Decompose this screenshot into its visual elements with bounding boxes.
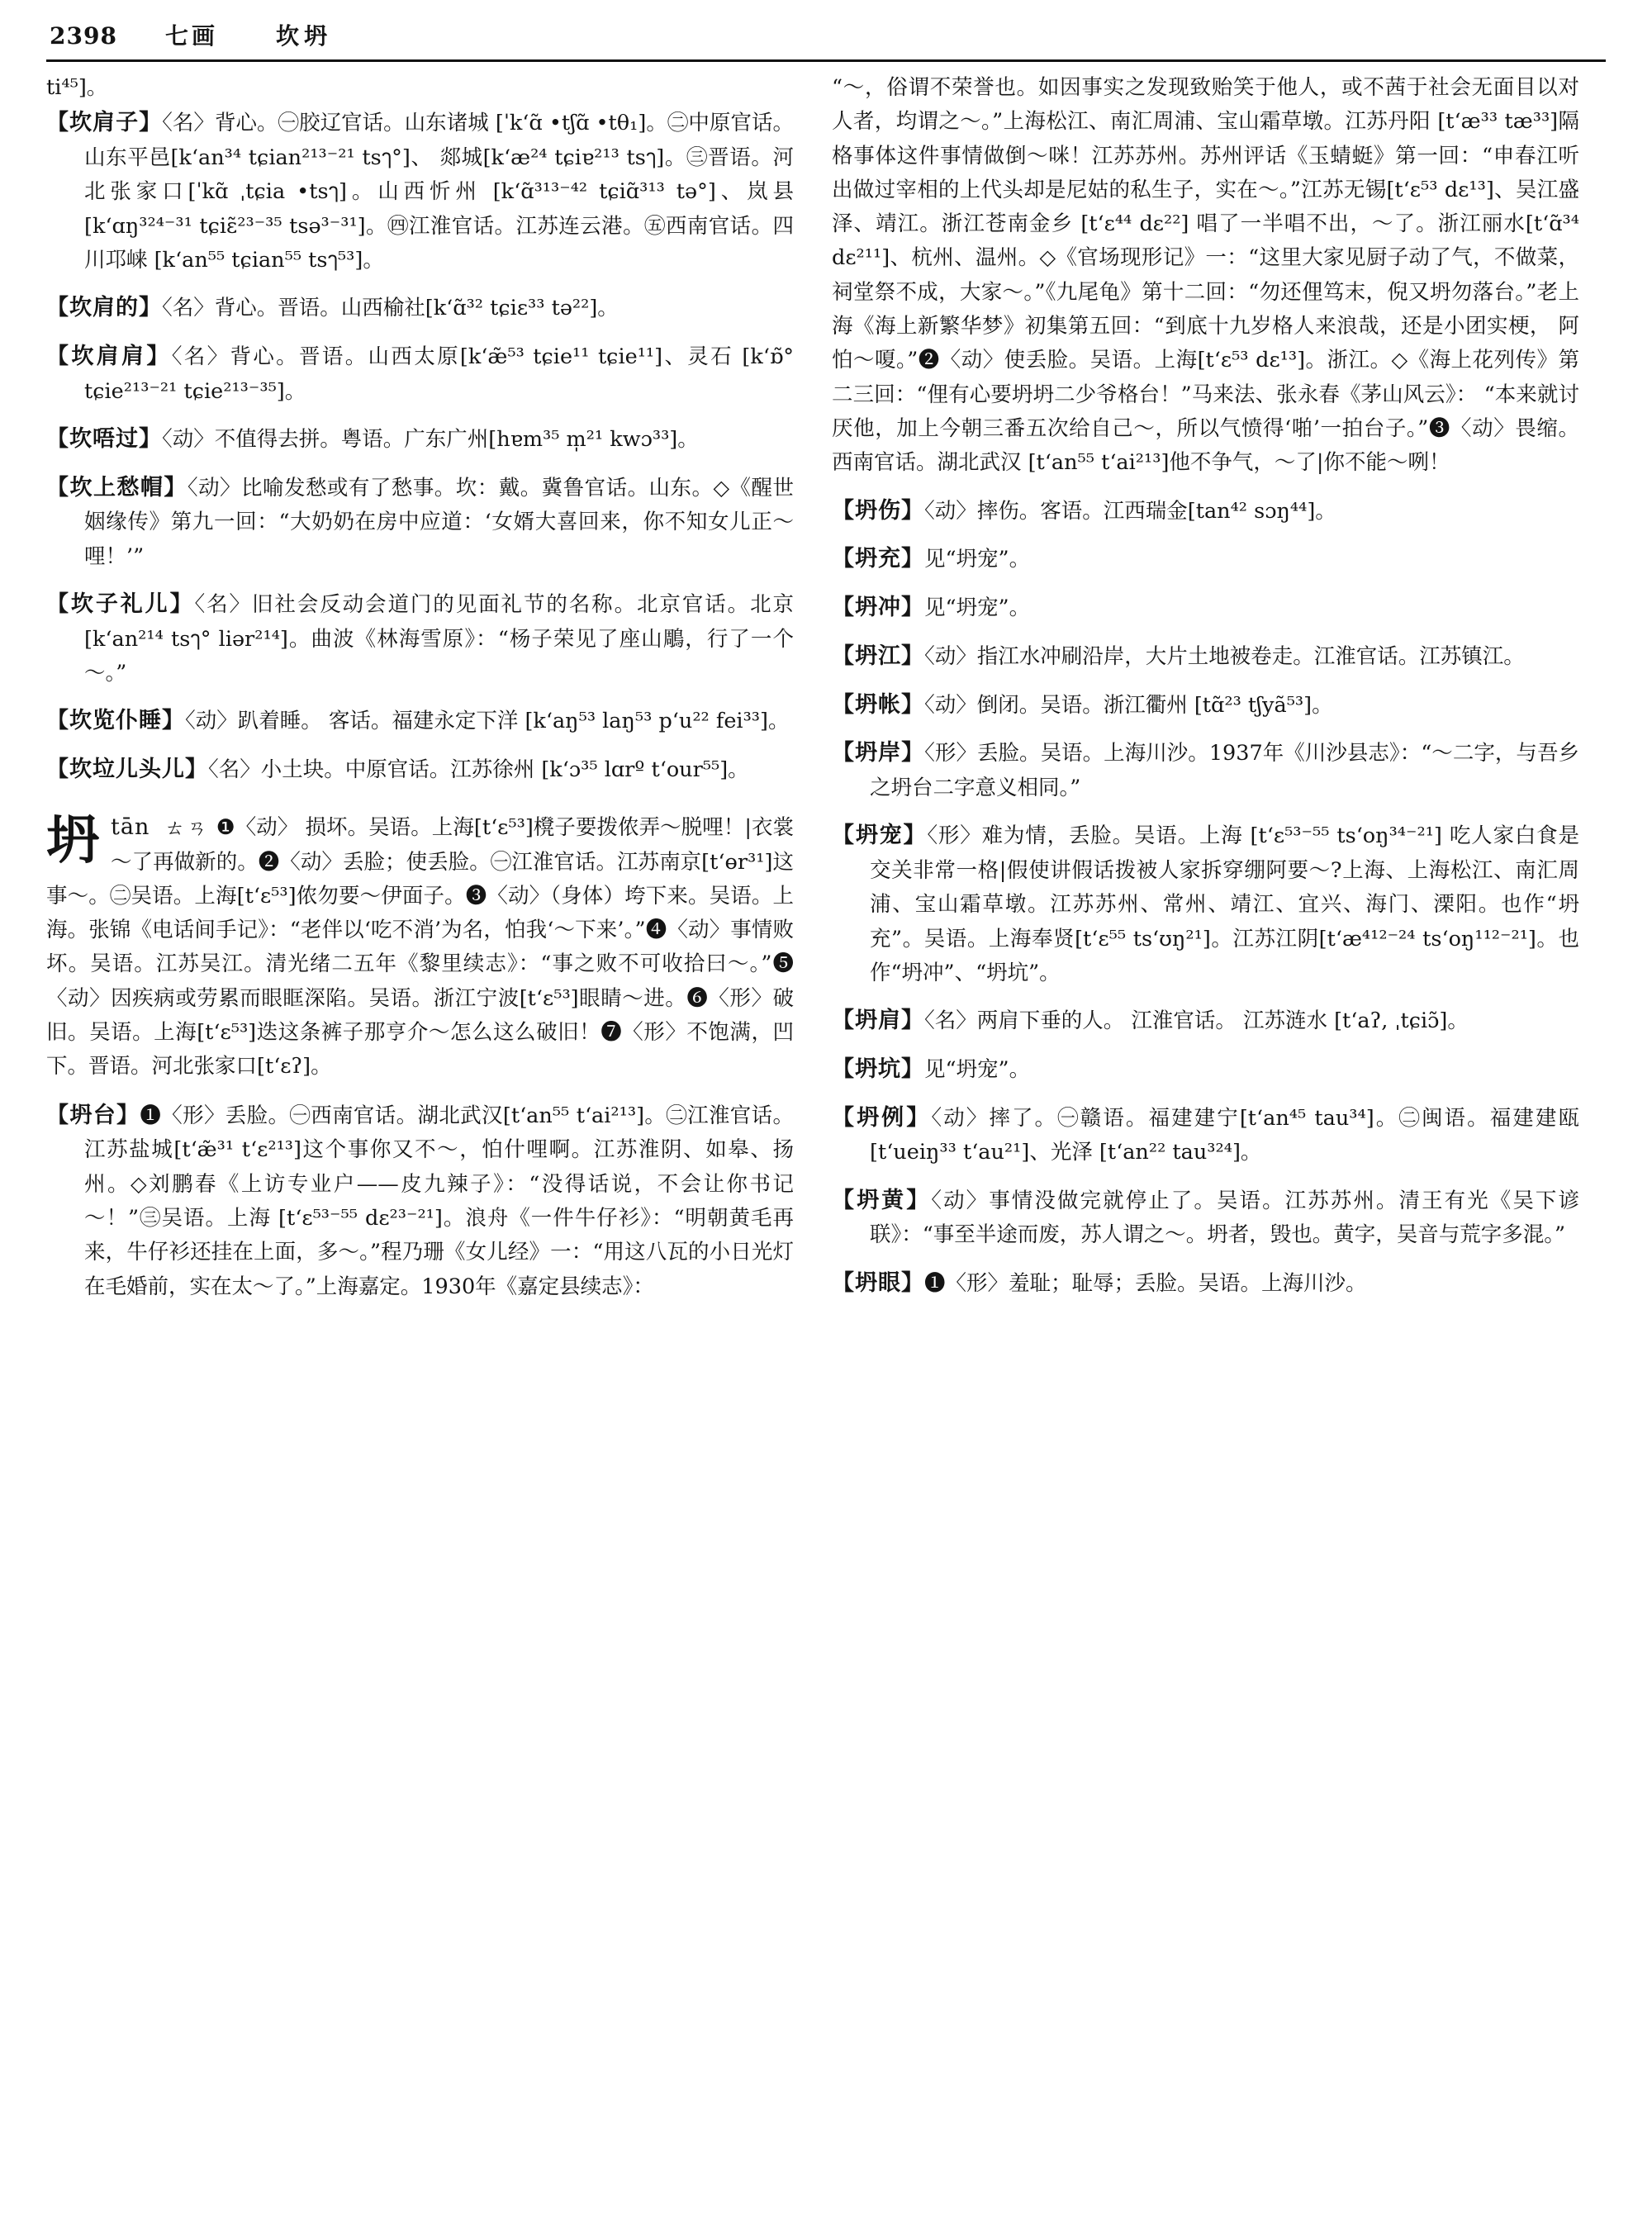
entry-headword: 【坍黄】 <box>832 1187 932 1213</box>
entry-headword: 【坍充】 <box>832 546 924 572</box>
entry-headword: 【坍帐】 <box>832 691 924 718</box>
entry-headword: 【坍坑】 <box>832 1056 924 1082</box>
sense-marker: ❸ <box>465 883 487 909</box>
dictionary-entry <box>46 470 794 574</box>
entry-body: 〈动〉倒闭。吴语。浙江衢州 [tɑ̃²³ tʃyã⁵³]。 <box>924 692 1333 718</box>
entry-body: 〈动〉指江水冲刷沿岸，大片土地被卷走。江淮官话。江苏镇江。 <box>924 643 1525 669</box>
sense-text: 〈动〉丢脸；使丢脸。㊀江淮官话。江苏南京[tʻɵr³¹]这事～。㊁吴语。上海[tʻɛ⁵³]侬勿要～伊面子。 <box>46 849 794 909</box>
entry-body: 见“坍宠”。 <box>924 1056 1031 1082</box>
entry-headword: 【坍岸】 <box>832 740 925 766</box>
entry-body: 见“坍宠”。 <box>924 595 1031 621</box>
page-number: 2398 <box>50 22 117 50</box>
dictionary-entry <box>832 687 1579 724</box>
carryover-text: ti⁴⁵]。 <box>46 75 108 100</box>
entry-body: ❶〈形〉丢脸。㊀西南官话。湖北武汉[tʻan⁵⁵ tʻai²¹³]。㊁江淮官话。江苏盐城[tʻæ̃³¹ tʻɛ²¹³]这个事你又不～，怕什哩啊。江苏淮阴、如皋、扬州。◇刘鹏春《上访专业户——皮九辣子》：“没得话说，不会让你书记～！”㊂吴语。上海 [tʻɛ⁵³⁻⁵⁵ dɛ²³⁻²¹]。浪舟《一件牛仔衫》：“明朝黄毛再来，牛仔衫还挂在上面，多～。”程乃珊《女儿经》一：“用这八瓦的小日光灯在毛婚前，实在太～了。”上海嘉定。1930年《嘉定县续志》： <box>84 1103 794 1299</box>
sense-marker: ❷ <box>258 849 280 875</box>
dictionary-entry <box>46 1098 794 1304</box>
dictionary-entry <box>46 752 794 788</box>
dictionary-entry <box>46 421 794 458</box>
entry-body: ❶〈形〉羞耻；耻辱；丢脸。吴语。上海川沙。 <box>924 1270 1367 1296</box>
dictionary-entry <box>832 638 1579 675</box>
entry-headword: 【坎上愁帽】 <box>46 474 188 501</box>
zhuyin-reading: ㄊㄢ <box>164 815 210 839</box>
entry-headword: 【坍肩】 <box>832 1008 924 1034</box>
entry-body: 〈名〉两肩下垂的人。 江淮官话。 江苏涟水 [tʻaʔ, ˌtɕiɔ̃]。 <box>924 1008 1469 1034</box>
entry-body: 〈动〉比喻发愁或有了愁事。坎：戴。冀鲁官话。山东。◇《醒世姻缘传》第九一回：“大奶奶在房中应道：‘女婿大喜回来，你不知女儿正～哩！’” <box>84 475 795 569</box>
continued-entry-text: “～，俗谓不荣誉也。如因事实之发现致贻笑于他人，或不茜于社会无面目以对人者，均谓之～。”上海松江、南汇周浦、宝山霜草墩。江苏丹阳 [tʻæ³³ tæ³³]隔格事体这件事情做倒～咪！江苏苏州。苏州评话《玉蜻蜓》第一回：“申春江听出做过宰相的上代头却是尼姑的私生子，实在～。”江苏无锡[tʻɛ⁵³ dɛ¹³]、吴江盛泽、靖江。浙江苍南金乡 [tʻɛ⁴⁴ dɛ²²] 唱了一半唱不出，～了。浙江丽水[tʻɑ̃³⁴ dɛ²¹¹]、杭州、温州。◇《官场现形记》一：“这里大家见厨子动了气，不做菜，祠堂祭不成，大家～。”《九尾龟》第十二回：“勿还俚笃末，倪又坍勿落台。”老上海《海上新繁华梦》初集第五回：“到底十九岁格人来浪哉，还是小团实梗， 阿怕～嗄。”❷〈动〉使丢脸。吴语。上海[tʻɛ⁵³ dɛ¹³]。浙江。◇《海上花列传》第二三回：“俚有心要坍坍二少爷格台！”马来法、张永春《茅山风云》： “本来就讨厌他，加上今朝三番五次给自己～，所以气愤得‘啪’一拍台子。”❸〈动〉畏缩。西南官话。湖北武汉 [tʻan⁵⁵ tʻai²¹³]他不争气，～了|你不能～咧！ <box>832 75 1579 476</box>
entry-body: 〈名〉背心。晋语。山西榆社[kʻɑ̃³² tɕiɛ³³ tə²²]。 <box>162 296 619 321</box>
entry-body: 〈名〉背心。晋语。山西太原[kʻæ̃⁵³ tɕie¹¹ tɕie¹¹]、灵石 [kʻɒ̃° tɕie²¹³⁻²¹ tɕie²¹³⁻³⁵]。 <box>84 344 794 404</box>
dictionary-entry <box>832 493 1579 529</box>
dictionary-entry <box>832 818 1579 990</box>
entry-headword: 【坎肩肩】 <box>46 343 172 369</box>
sense-text: 〈动〉事情败坏。吴语。江苏吴江。清光绪二五年《黎里续志》：“事之败不可收拾曰～。” <box>46 918 794 977</box>
entry-body: 〈名〉小土块。中原官话。江苏徐州 [kʻɔ³⁵ lɑrº tʻour⁵⁵]。 <box>208 757 749 783</box>
dictionary-entry <box>832 590 1579 626</box>
entry-headword: 【坎肩子】 <box>46 110 163 136</box>
sense-text: 〈形〉破旧。吴语。上海[tʻɛ⁵³]迭这条裤子那亨介～怎么这么破旧！ <box>46 985 794 1046</box>
sense-marker: ❺ <box>771 951 794 977</box>
body-columns <box>46 71 1606 2197</box>
right-column <box>832 71 1579 2197</box>
dictionary-entry <box>832 735 1579 805</box>
entry-headword: 【坎子礼儿】 <box>46 591 195 618</box>
radical-label: 七画 <box>164 22 218 50</box>
entry-headword: 【坍江】 <box>832 643 924 669</box>
entry-headword: 【坍冲】 <box>832 595 924 621</box>
entry-body: 见“坍宠”。 <box>924 547 1031 572</box>
sense-text: 〈动〉（身体）垮下来。吴语。上海。张锦《电话间手记》：“老伴以‘吃不消’为名，怕我‘～下来’。” <box>46 883 794 943</box>
dictionary-entry <box>46 586 794 690</box>
dictionary-entry <box>832 1265 1579 1302</box>
pinyin-reading: tān <box>111 814 150 840</box>
dictionary-entry <box>832 541 1579 577</box>
sense-marker: ❹ <box>645 918 667 943</box>
dictionary-entry <box>46 290 794 326</box>
entry-headword: 【坍例】 <box>832 1104 932 1131</box>
header-rule <box>46 59 1606 62</box>
sense-marker: ❻ <box>686 985 709 1011</box>
sense-text: 〈动〉因疾病或劳累而眼眶深陷。吴语。浙江宁波[tʻɛ⁵³]眼睛～进。 <box>46 985 687 1011</box>
entry-headword: 【坍宠】 <box>832 823 928 849</box>
entry-body: 〈形〉丢脸。吴语。上海川沙。1937年《川沙县志》：“～二字，与吾乡之坍台二字意义相同。” <box>870 741 1579 800</box>
entry-headword: 【坍伤】 <box>832 497 924 524</box>
entry-body: 〈动〉摔伤。客语。江西瑞金[tan⁴² sɔŋ⁴⁴]。 <box>924 498 1336 524</box>
entry-body: 〈动〉不值得去拼。粤语。广东广州[hɐm³⁵ m̩²¹ kwɔ³³]。 <box>162 426 699 452</box>
sense-text: 〈动〉 损坏。吴语。上海[tʻɛ⁵³]櫈子要拨侬弄～脱哩！|衣裳～了再做新的。 <box>111 814 795 875</box>
entry-headword: 【坎览仆睡】 <box>46 708 185 734</box>
entry-body: 〈动〉事情没做完就停止了。吴语。江苏苏州。清王有光《吴下谚联》：“事至半途而废，苏人谓之～。坍者，毁也。黄字，吴音与荒字多混。” <box>870 1188 1579 1248</box>
entry-body: 〈名〉旧社会反动会道门的见面礼节的名称。北京官话。北京[kʻan²¹⁴ tsๅ° liər²¹⁴]。曲波《林海雪原》：“杨子荣见了座山鵰，行了一个～。” <box>84 592 794 686</box>
dictionary-entry <box>46 105 794 278</box>
entry-headword: 【坍台】 <box>46 1102 140 1128</box>
main-character-entry <box>46 809 794 1084</box>
running-headwords: 坎坍 <box>275 22 332 50</box>
sense-marker: ❼ <box>601 1020 623 1046</box>
dictionary-entry <box>46 703 794 739</box>
dictionary-entry <box>832 1183 1579 1253</box>
entry-headword: 【坎肩的】 <box>46 295 162 321</box>
entry-body: 〈动〉趴着睡。 客话。福建永定下洋 [kʻaŋ⁵³ laŋ⁵³ pʻu²² fei³³]。 <box>185 709 790 734</box>
entry-headword: 【坎垃儿头儿】 <box>46 757 208 783</box>
dictionary-entry <box>832 1003 1579 1039</box>
entry-headword: 【坍眼】 <box>832 1269 924 1296</box>
entry-body: 〈动〉摔了。㊀赣语。福建建宁[tʻan⁴⁵ tau³⁴]。㊁闽语。福建建瓯 [tʻueiŋ³³ tʻau²¹]、光泽 [tʻan²² tau³²⁴]。 <box>870 1105 1579 1165</box>
entry-headword: 【坎唔过】 <box>46 425 162 452</box>
dictionary-entry <box>46 339 794 409</box>
sense-marker: ❶ <box>216 814 235 840</box>
head-character: 坍 <box>46 809 99 871</box>
sense-text: 〈形〉不饱满，凹下。晋语。河北张家口[tʻɛʔ]。 <box>46 1020 794 1079</box>
dictionary-entry <box>832 1100 1579 1170</box>
page-header <box>50 18 1602 56</box>
dictionary-entry <box>832 1051 1579 1088</box>
entry-body: 〈形〉难为情，丢脸。吴语。上海 [tʻɛ⁵³⁻⁵⁵ tsʻoŋ³⁴⁻²¹] 吃人家白食是交关非常一格|假使讲假话拨被人家拆穿绷阿要～?上海、上海松江、南汇周浦、宝山霜草墩。江苏苏州、常州、靖江、宜兴、海门、溧阳。也作“坍充”。吴语。上海奉贤[tʻɛ⁵⁵ tsʻʊŋ²¹]。江苏江阴[tʻæ⁴¹²⁻²⁴ tsʻoŋ¹¹²⁻²¹]。也作“坍冲”、“坍坑”。 <box>870 823 1579 985</box>
left-column <box>46 71 794 2197</box>
entry-body: 〈名〉背心。㊀胶辽官话。山东诸城 [ˈkʻɑ̃ •tʃɑ̃ •tθ₁]。㊁中原官话。山东平邑[kʻan³⁴ tɕian²¹³⁻²¹ tsๅ°]、 郯城[kʻæ²⁴ tɕiɐ²¹³ tsๅ]。㊂晋语。河北张家口[ˈkɑ̃ ˌtɕia •tsๅ]。山西忻州 [kʻɑ̃³¹³⁻⁴² tɕiɑ̃³¹³ tə°]、岚县[kʻɑŋ³²⁴⁻³¹ tɕiɛ̃²³⁻³⁵ tsə³⁻³¹]。㊃江淮官话。江苏连云港。㊄西南官话。四川邛崃 [kʻan⁵⁵ tɕian⁵⁵ tsๅ⁵³]。 <box>84 111 794 273</box>
